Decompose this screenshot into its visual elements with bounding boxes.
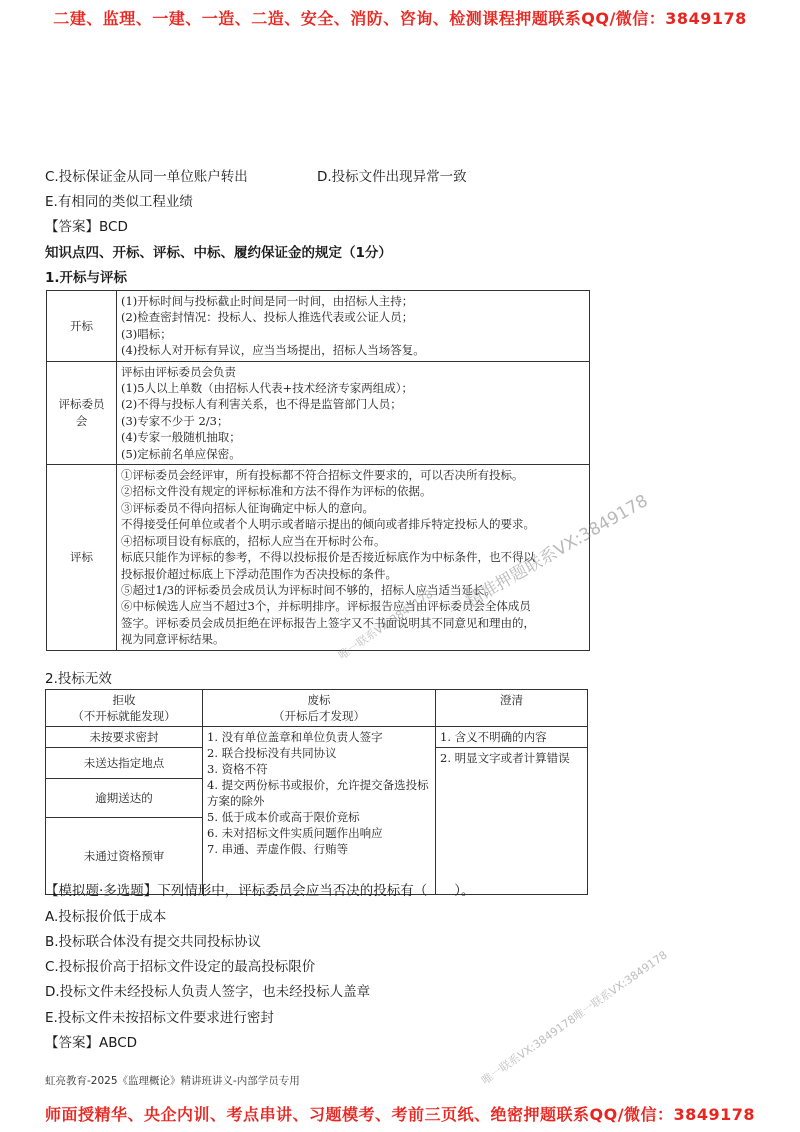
subsection-title-2: 2.投标无效: [45, 671, 112, 687]
header-title: 拒收: [112, 693, 136, 707]
header-banner: 二建、监理、一建、一造、二造、安全、消防、咨询、检测课程押题联系QQ/微信：3849178: [53, 9, 747, 28]
row-line: 标底只能作为评标的参考，不得以投标报价是否接近标底作为中标条件，也不得以: [121, 550, 535, 565]
question: 【模拟题·多选题】下列情形中，评标委员会应当否决的投标有（ ）。: [45, 883, 475, 899]
watermark: 唯一联系VX:3849178: [336, 587, 436, 663]
table-row: [47, 291, 590, 362]
option-d: D.投标文件未经投标人负责人签字，也未经投标人盖章: [45, 984, 371, 1000]
row-line: 不得接受任何单位或者个人明示或者暗示提出的倾向或者排斥特定投标人的要求。: [121, 517, 535, 532]
header-sub: （不开标就能发现）: [72, 709, 176, 723]
option-a: A.投标报价低于成本: [45, 909, 167, 925]
row-key: 评标: [47, 465, 117, 650]
row-line: (4)专家一般随机抽取；: [121, 430, 241, 445]
table-row: [46, 727, 588, 748]
section-title: 知识点四、开标、评标、中标、履约保证金的规定（1分）: [45, 245, 392, 261]
option-c: C.投标报价高于招标文件设定的最高投标限价: [45, 959, 316, 975]
reject-cell: 未按要求密封: [46, 727, 203, 748]
clarify-cell: 1. 含义不明确的内容: [436, 727, 588, 748]
row-line: (4)投标人对开标有异议，应当当场提出，招标人当场答复。: [121, 343, 425, 358]
option-d-line: D.投标文件出现异常一致: [317, 169, 467, 185]
option-e: E.投标文件未按招标文件要求进行密封: [45, 1010, 274, 1026]
header-sub: [440, 708, 583, 724]
reject-cell: 逾期送达的: [46, 779, 203, 818]
row-line: (5)定标前名单应保密。: [121, 446, 241, 461]
row-line: (2)不得与投标人有利害关系，也不得是监管部门人员；: [121, 397, 402, 412]
reject-cell: 未通过资格预审: [46, 818, 203, 895]
header-title: 澄清: [500, 693, 523, 707]
table-header-row: [46, 690, 588, 727]
row-line: (1)5人以上单数（由招标人代表+技术经济专家两组成）；: [121, 381, 413, 396]
row-line: (3)唱标；: [121, 326, 172, 341]
row-line: ④招标项目设有标底的，招标人应当在开标时公布。: [121, 533, 386, 548]
invalid-list-cell: [203, 727, 436, 895]
header-invalid: [203, 690, 436, 727]
opening-evaluation-table: [46, 290, 590, 651]
row-key: 开标: [47, 291, 117, 362]
header-clarify: [436, 690, 588, 727]
row-content: [117, 361, 590, 464]
table-row: [47, 465, 590, 650]
footer-banner: 师面授精华、央企内训、考点串讲、习题模考、考前三页纸、绝密押题联系QQ/微信：3849178: [45, 1105, 755, 1124]
invalid-bid-table: [45, 689, 588, 895]
row-line: ③评标委员不得向招标人征询确定中标人的意向。: [121, 500, 374, 515]
row-line: ②招标文件没有规定的评标标准和方法不得作为评标的依据。: [121, 484, 432, 499]
answer-line: 【答案】BCD: [45, 219, 128, 235]
list-item: 3. 资格不符: [207, 762, 268, 776]
header-reject: [46, 690, 203, 727]
subsection-title-1: 1.开标与评标: [45, 270, 128, 286]
watermark: 精准押题联系VX:3849178: [462, 490, 652, 612]
row-key: 评标委员会: [47, 361, 117, 464]
row-line: (2)检查密封情况：投标人、投标人推选代表或公证人员；: [121, 310, 414, 325]
row-line: 视为同意评标结果。: [121, 632, 225, 647]
row-line: 签字。评标委员会成员拒绝在评标报告上签字又不书面说明其不同意见和理由的，: [121, 615, 535, 630]
footer-note: 虹亮教育-2025《监理概论》精讲班讲义-内部学员专用: [45, 1075, 300, 1087]
table-row: [47, 361, 590, 464]
row-content: [117, 291, 590, 362]
reject-cell: 未送达指定地点: [46, 748, 203, 779]
option-b: B.投标联合体没有提交共同投标协议: [45, 934, 262, 950]
row-line: ⑥中标候选人应当不超过3个，并标明排序。评标报告应当由评标委员会全体成员: [121, 599, 531, 614]
row-line: ⑤超过1/3的评标委员会成员认为评标时间不够的，招标人应当适当延长。: [121, 582, 497, 597]
row-line: ①评标委员会经评审，所有投标都不符合招标文件要求的，可以否决所有投标。: [121, 468, 524, 483]
row-line: (1)开标时间与投标截止时间是同一时间，由招标人主持；: [121, 294, 414, 308]
list-item: 7. 串通、弄虚作假、行贿等: [207, 842, 349, 856]
list-item: 5. 低于成本价或高于限价竞标: [207, 810, 360, 824]
header-title: 废标: [307, 693, 331, 707]
answer: 【答案】ABCD: [45, 1035, 138, 1051]
list-item: 6. 未对招标文件实质问题作出响应: [207, 826, 383, 840]
list-item: 1. 没有单位盖章和单位负责人签字: [207, 730, 383, 744]
option-e-line: E.有相同的类似工程业绩: [45, 194, 193, 210]
list-item: 2. 联合投标没有共同协议: [207, 746, 337, 760]
list-item: 4. 提交两份标书或报价，允许提交备选投标方案的除外: [207, 778, 429, 808]
option-c-line: C.投标保证金从同一单位账户转出: [45, 169, 248, 185]
watermark: 唯一联系VX:3849178唯一联系VX:3849178: [479, 948, 670, 1088]
row-line: 评标由评标委员会负责: [121, 364, 236, 379]
header-sub: （开标后才发现）: [273, 709, 365, 723]
row-line: (3)专家不少于 2/3；: [121, 413, 229, 428]
row-line: 投标报价超过标底上下浮动范围作为否决投标的条件。: [121, 566, 397, 581]
clarify-cell: 2. 明显文字或者计算错误: [436, 748, 588, 895]
